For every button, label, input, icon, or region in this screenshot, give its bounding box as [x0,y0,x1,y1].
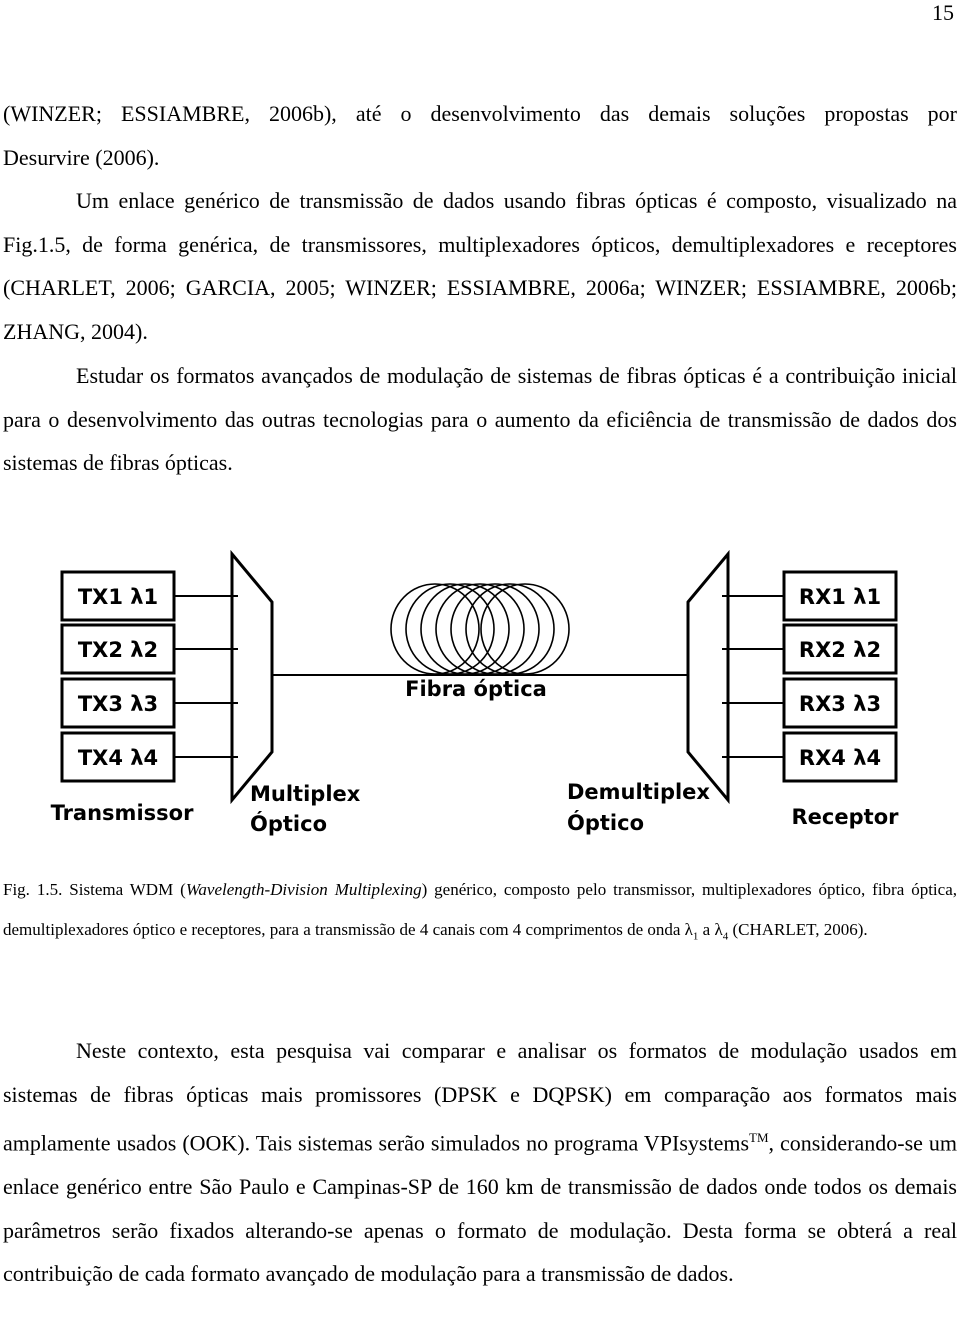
rx1-label: RX1 λ1 [798,585,882,609]
receiver-boxes [784,572,896,781]
fiber-coil [391,584,569,674]
tx2-label: TX2 λ2 [77,638,159,662]
caption-sub-1: 1 [692,930,699,943]
rx4-label: RX4 λ4 [798,746,882,770]
page-number: 15 [932,0,954,25]
caption-sub-2: 4 [722,930,729,943]
multiplexer-shape [232,554,272,800]
wdm-system-diagram [0,545,960,845]
fiber-label: Fibra óptica [405,677,547,701]
mux-label-line-1: Multiplex [250,782,361,806]
tx3-label: TX3 λ3 [77,692,159,716]
paragraph-3: Estudar os formatos avançados de modulação de sistemas de fibras ópticas é a contribuição inicial para o desenvolvimento das outras tecnologias para o aumento da eficiência de transmissão de dados dos sistemas de fibras ópticas. [3,363,957,476]
rx2-label: RX2 λ2 [798,638,882,662]
paragraph-2: Um enlace genérico de transmissão de dados usando fibras ópticas é composto, visualizado na Fig.1.5, de forma genérica, de transmissores, multiplexadores ópticos, demultiplexadores e receptores (CHARLET, 2006; GARCIA, 2005; WINZER; ESSIAMBRE, 2006a; WINZER; ESSIAMBRE, 2006b; ZHANG, 2004). [3,188,957,344]
receptor-label: Receptor [791,805,899,829]
figure-caption [3,870,957,956]
paragraph-1-line-2: Desurvire (2006). [3,144,160,170]
caption-mid-2: a λ [698,920,723,939]
paragraph-4-part-1: Neste contexto, esta pesquisa vai comparar e analisar os formatos de modulação usados em sistemas de fibras ópticas mais promissores (DPSK e DQPSK) em comparação aos formatos mais amplamente usados (OOK). Tais sistemas serão simulados no programa VPIsystems [3,1038,957,1156]
paragraph-1-line-1: (WINZER; ESSIAMBRE, 2006b), até o desenvolvimento das demais soluções propostas por [3,101,957,126]
paragraph-4-part-2: , considerando-se um enlace genérico entre São Paulo e Campinas-SP de 160 km de transmissão de dados onde todos os demais parâmetros serão fixados alterando-se apenas o formato de modulação. Desta forma se obterá a real contribuição de cada formato avançado de modulação para a transmissão de dados. [3,1130,957,1287]
caption-italic: Wavelength-Division Multiplexing [185,880,422,899]
caption-middle: ) genérico, composto pelo transmissor, multiplexadores óptico, fibra óptica, demultiplexadores óptico e receptores, para a transmissão de 4 canais com 4 comprimentos de onda λ [3,880,957,939]
transmitter-boxes [62,572,174,781]
rx3-label: RX3 λ3 [798,692,882,716]
mux-label-line-2: Óptico [250,812,327,836]
trademark-mark: TM [749,1130,769,1146]
tx1-label: TX1 λ1 [77,585,159,609]
rx-connectors [722,596,784,757]
paragraph-4 [3,1029,957,1296]
transmitter-label: Transmissor [50,801,194,825]
tx4-label: TX4 λ4 [77,746,159,770]
caption-prefix: Fig. 1.5. Sistema WDM ( [3,880,186,899]
paragraph-1 [3,92,957,179]
tx-connectors [174,596,238,757]
demux-label-line-1: Demultiplex [567,780,710,804]
demultiplexer-shape [688,554,728,800]
caption-suffix: (CHARLET, 2006). [728,920,868,939]
demux-label-line-2: Óptico [567,811,644,835]
